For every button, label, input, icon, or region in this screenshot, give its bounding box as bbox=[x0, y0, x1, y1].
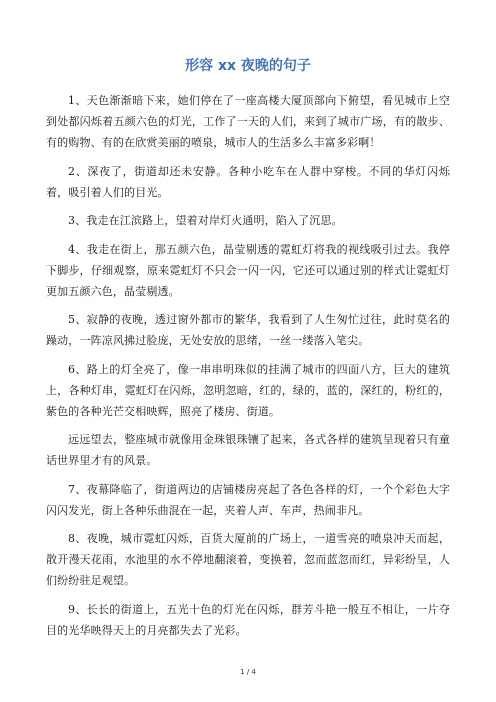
paragraph-8: 8、夜晚，城市霓虹闪烁，百货大厦前的广场上，一道雪亮的喷泉冲天而起，散开漫天花雨，水池里的水不停地翻滚着，变换着，忽而蓝忽而红，异彩纷呈，人们纷纷驻足观望。 bbox=[46, 532, 450, 587]
document-title: 形容 xx 夜晚的句子 bbox=[185, 58, 311, 74]
paragraph-6-continued: 远远望去，整座城市就像用金珠银珠镶了起来，各式各样的建筑呈现着只有童话世界里才有的风景。 bbox=[46, 433, 450, 467]
paragraph-4: 4、我走在街上，那五颜六色，晶莹剔透的霓虹灯将我的视线吸引过去。我停下脚步，仔细观察，原来霓虹灯不只会一闪一闪，它还可以通过别的样式让霓虹灯更加五颜六色，晶莹剔透。 bbox=[46, 242, 450, 298]
paragraph-7: 7、夜幕降临了，街道两边的店铺楼房亮起了各色各样的灯，一个个彩色大字闪闪发光，街上各种乐曲混在一起，夹着人声、车声，热闹非凡。 bbox=[46, 482, 450, 517]
paragraph-9: 9、长长的街道上，五光十色的灯光在闪烁，群芳斗艳一般互不相让，一片夺目的光华映得天上的月亮都失去了光彩。 bbox=[46, 602, 450, 637]
paragraph-5: 5、寂静的夜晚，透过窗外都市的繁华，我看到了人生匆忙过往，此时莫名的躁动，一阵凉风拂过脸庞，无处安放的思绪，一丝一缕落入笔尖。 bbox=[46, 313, 450, 347]
paragraph-1: 1、天色渐渐暗下来，她们停在了一座高楼大厦顶部向下俯望，看见城市上空到处都闪烁着五颜六色的灯光，工作了一天的人们，来到了城市广场，有的散步、有的购物、有的在欣赏美丽的喷泉，城市人的生活多么丰富多彩啊！ bbox=[46, 94, 450, 149]
paragraph-3: 3、我走在江滨路上，望着对岸灯火通明，陷入了沉思。 bbox=[68, 214, 343, 227]
page-indicator: 1 / 4 bbox=[240, 668, 256, 676]
paragraph-6: 6、路上的灯全亮了，像一串串明珠似的挂满了城市的四面八方，巨大的建筑上，各种灯串，霓虹灯在闪烁，忽明忽暗，红的，绿的，蓝的，深红的，粉红的，紫色的各种光芒交相映辉，照亮了楼房、街道。 bbox=[46, 362, 450, 418]
paragraph-2: 2、深夜了，街道却还未安静。各种小吃车在人群中穿梭。不同的华灯闪烁着，吸引着人们的目光。 bbox=[46, 164, 450, 199]
